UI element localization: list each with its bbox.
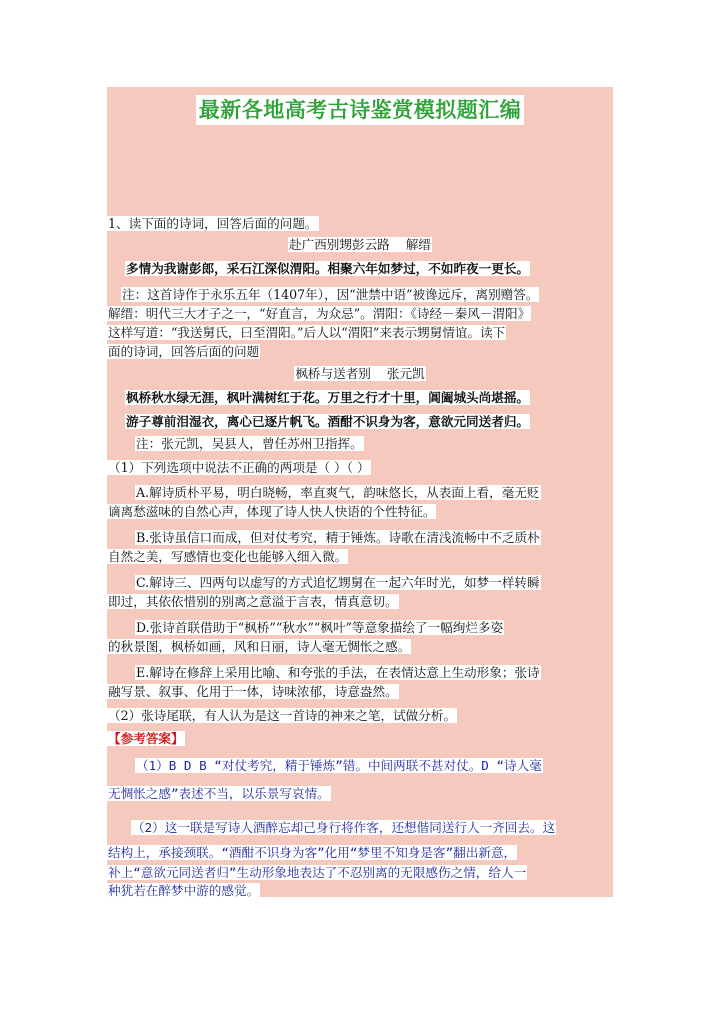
- option-c-line: C.解诗三、四两句以虚写的方式追忆甥舅在一起六年时光，如梦一样转瞬: [136, 575, 540, 590]
- poem1-heading: [107, 236, 613, 254]
- document-title: 最新各地高考古诗鉴赏模拟题汇编: [196, 95, 525, 125]
- option-a-line: A.解诗质朴平易，明白晓畅，率直爽气，韵味悠长，从表面上看，毫无贬: [136, 485, 540, 500]
- note2: 注：张元凯，吴县人，曾任苏州卫指挥。: [136, 436, 363, 451]
- poem2-title: 枫桥与送者别: [295, 366, 371, 381]
- question-intro: 1、读下面的诗词，回答后面的问题。: [108, 216, 318, 231]
- document-title-wrap: [107, 95, 613, 125]
- question-1: （1）下列选项中说法不正确的两项是（ ）（ ）: [108, 460, 370, 475]
- poem2-line: 枫桥秋水绿无涯，枫叶满树红于花。万里之行才十里，阊阖城头尚堪摇。: [126, 390, 529, 405]
- option-d-line: 的秋景图，枫桥如画，风和日丽，诗人毫无惆怅之感。: [108, 639, 411, 654]
- answer2-line: 结构上，承接颈联。“酒酣不识身为客”化用“梦里不知身是客”翻出新意，: [108, 845, 517, 860]
- document-page: [107, 87, 613, 897]
- option-d-line: D.张诗首联借助于“枫桥”“秋水”“枫叶”等意象描绘了一幅绚烂多姿: [136, 620, 504, 635]
- option-e-line: 融写景、叙事、化用于一体，诗味浓郁，诗意盎然。: [108, 684, 398, 699]
- poem2-line: 游子尊前泪湿衣，离心已逐片帆飞。酒酣不识身为客，意欲元同送者归。: [126, 414, 529, 429]
- answer2-line: （2）这一联是写诗人酒醉忘却己身行将作客，还想偕同送行人一齐回去。这: [132, 820, 556, 835]
- option-a-line: 谪离愁滋味的自然心声，体现了诗人快人快语的个性特征。: [108, 504, 436, 519]
- poem2-heading: [107, 365, 613, 383]
- note1-line: 注：这首诗作于永乐五年（1407年），因“泄禁中语”被谗远斥，离别赠答。: [122, 287, 539, 302]
- note1-line: 解缙：明代三大才子之一，“好直言，为众忌”。渭阳：《诗经－秦风－渭阳》: [108, 306, 531, 321]
- answer1-line: （1）B D B “对仗考究，精于锤炼”错。中间两联不甚对仗。D “诗人毫: [136, 758, 542, 773]
- answer-heading: 【参考答案】: [108, 731, 184, 746]
- note1-line: 面的诗词，回答后面的问题: [108, 344, 260, 359]
- answer1-line: 无惆怅之感”表述不当，以乐景写哀情。: [108, 786, 330, 801]
- option-c-line: 即过，其依依惜别的别离之意溢于言表，情真意切。: [108, 594, 398, 609]
- note1-line: 这样写道：“我送舅氏，曰至渭阳。”后人以“渭阳”来表示甥舅情谊。读下: [108, 325, 506, 340]
- option-b-line: B.张诗虽信口而成，但对仗考究，精于锤炼。诗歌在清浅流畅中不乏质朴: [136, 530, 540, 545]
- poem1-line: 多情为我谢彭郎，采石江深似渭阳。相聚六年如梦过，不如昨夜一更长。: [126, 261, 529, 276]
- option-b-line: 自然之美，写感情也变化也能够入细入微。: [108, 549, 348, 564]
- option-e-line: E.解诗在修辞上采用比喻、和夸张的手法，在表情达意上生动形象；张诗: [136, 665, 540, 680]
- poem1-author: 解缙: [405, 237, 431, 252]
- poem2-author: 张元凯: [386, 366, 425, 381]
- question-2: （2）张诗尾联，有人认为是这一首诗的神来之笔，试做分析。: [108, 708, 457, 723]
- poem1-title: 赴广西别甥彭云路: [289, 237, 390, 252]
- answer2-line: 补上“意欲元同送者归”生动形象地表达了不忍别离的无限感伤之情，给人一: [108, 865, 527, 880]
- answer2-line: 种犹若在醉梦中游的感觉。: [108, 883, 260, 898]
